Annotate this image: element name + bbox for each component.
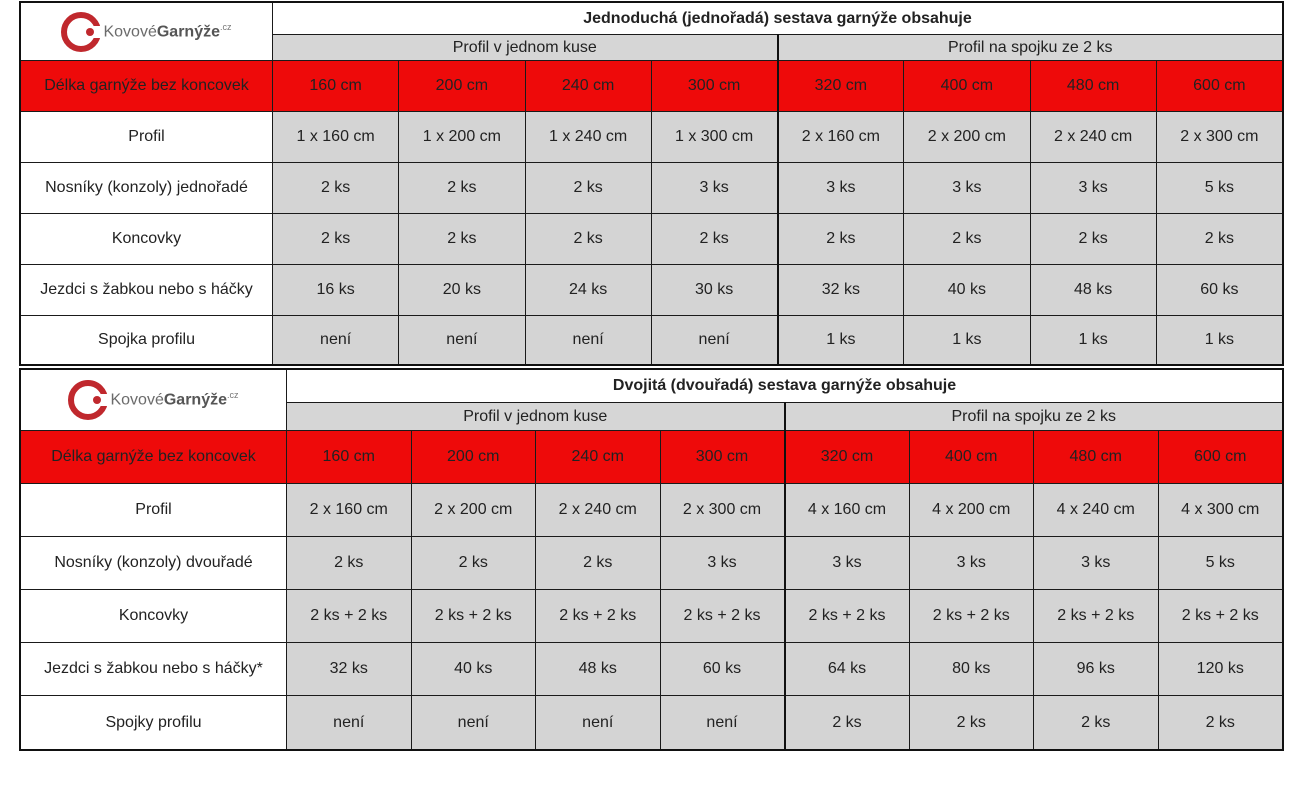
table-cell: 40 ks xyxy=(411,643,536,696)
table-cell: 2 ks xyxy=(411,537,536,590)
row-label: Profil xyxy=(21,484,287,537)
table-cell: 32 ks xyxy=(287,643,412,696)
table-cell: 4 x 200 cm xyxy=(909,484,1034,537)
single-set-table xyxy=(20,2,1283,365)
table-cell: 2 ks xyxy=(785,696,910,750)
length-header: 320 cm xyxy=(778,61,904,112)
length-header: 240 cm xyxy=(536,431,661,484)
table-cell: 5 ks xyxy=(1156,163,1282,214)
table-cell: 40 ks xyxy=(904,265,1030,316)
table-cell: 1 ks xyxy=(778,316,904,365)
row-label: Nosníky (konzoly) dvouřadé xyxy=(21,537,287,590)
table-cell: 2 ks xyxy=(399,214,525,265)
table-cell: 2 ks xyxy=(909,696,1034,750)
table-cell: 3 ks xyxy=(1030,163,1156,214)
group-right-header: Profil na spojku ze 2 ks xyxy=(778,35,1283,61)
table-cell: není xyxy=(525,316,651,365)
table-cell: 2 ks xyxy=(651,214,777,265)
table-cell: 120 ks xyxy=(1158,643,1283,696)
table-cell: 1 x 300 cm xyxy=(651,112,777,163)
double-set-table xyxy=(20,369,1283,750)
logo-name-light: Kovové xyxy=(110,391,164,409)
row-label: Nosníky (konzoly) jednořadé xyxy=(21,163,273,214)
row-label: Jezdci s žabkou nebo s háčky xyxy=(21,265,273,316)
logo-name-bold: Garnýže xyxy=(156,23,220,41)
table-cell: 2 ks + 2 ks xyxy=(785,590,910,643)
length-header: 160 cm xyxy=(273,61,399,112)
logo-suffix: .cz xyxy=(227,390,239,401)
table-cell: 48 ks xyxy=(1030,265,1156,316)
table-cell: 2 ks + 2 ks xyxy=(287,590,412,643)
table-cell: 2 ks xyxy=(273,163,399,214)
table-row xyxy=(21,537,1283,590)
logo-name-light: Kovové xyxy=(103,23,157,41)
table-cell: není xyxy=(411,696,536,750)
table-cell: 3 ks xyxy=(660,537,785,590)
table-row xyxy=(21,265,1283,316)
double-set-table-block xyxy=(20,369,1283,750)
length-header: 480 cm xyxy=(1034,431,1159,484)
table-cell: 32 ks xyxy=(778,265,904,316)
table-cell: 96 ks xyxy=(1034,643,1159,696)
table-cell: 1 ks xyxy=(1156,316,1282,365)
table-cell: 3 ks xyxy=(909,537,1034,590)
table-cell: 2 ks xyxy=(399,163,525,214)
table-row xyxy=(21,696,1283,750)
table-title: Jednoduchá (jednořadá) sestava garnýže obsahuje xyxy=(273,3,1283,35)
row-label: Koncovky xyxy=(21,590,287,643)
table-cell: 1 x 240 cm xyxy=(525,112,651,163)
table-cell: 2 ks + 2 ks xyxy=(536,590,661,643)
length-header-label: Délka garnýže bez koncovek xyxy=(21,61,273,112)
table-cell: 4 x 160 cm xyxy=(785,484,910,537)
table-cell: 80 ks xyxy=(909,643,1034,696)
length-header-label: Délka garnýže bez koncovek xyxy=(21,431,287,484)
group-left-header: Profil v jednom kuse xyxy=(287,403,785,431)
table-row xyxy=(21,643,1283,696)
table-cell: 20 ks xyxy=(399,265,525,316)
table-row xyxy=(21,214,1283,265)
table-cell: 2 ks xyxy=(525,214,651,265)
table-row xyxy=(21,316,1283,365)
row-label: Spojky profilu xyxy=(21,696,287,750)
length-header: 160 cm xyxy=(287,431,412,484)
table-cell: 2 ks + 2 ks xyxy=(909,590,1034,643)
table-cell: není xyxy=(273,316,399,365)
length-header: 600 cm xyxy=(1156,61,1282,112)
table-cell: 1 ks xyxy=(1030,316,1156,365)
length-header: 300 cm xyxy=(651,61,777,112)
table-cell: 2 ks xyxy=(778,214,904,265)
table-cell: 2 ks + 2 ks xyxy=(1034,590,1159,643)
table-cell: 2 x 160 cm xyxy=(778,112,904,163)
table-cell: není xyxy=(399,316,525,365)
table-cell: 2 ks + 2 ks xyxy=(411,590,536,643)
row-label: Spojka profilu xyxy=(21,316,273,365)
group-right-header: Profil na spojku ze 2 ks xyxy=(785,403,1283,431)
table-cell: není xyxy=(287,696,412,750)
table-cell: 2 ks xyxy=(273,214,399,265)
single-set-table-block xyxy=(20,2,1283,365)
table-cell: není xyxy=(651,316,777,365)
table-row xyxy=(21,484,1283,537)
table-cell: 64 ks xyxy=(785,643,910,696)
row-label: Profil xyxy=(21,112,273,163)
table-cell: není xyxy=(536,696,661,750)
table-cell: 2 ks xyxy=(287,537,412,590)
table-cell: 3 ks xyxy=(778,163,904,214)
length-header: 240 cm xyxy=(525,61,651,112)
table-cell: 3 ks xyxy=(1034,537,1159,590)
group-left-header: Profil v jednom kuse xyxy=(273,35,778,61)
table-cell: 4 x 300 cm xyxy=(1158,484,1283,537)
table-title: Dvojitá (dvouřadá) sestava garnýže obsahuje xyxy=(287,370,1283,403)
table-cell: 60 ks xyxy=(660,643,785,696)
table-cell: není xyxy=(660,696,785,750)
length-header: 300 cm xyxy=(660,431,785,484)
logo xyxy=(21,370,287,431)
table-cell: 2 ks + 2 ks xyxy=(660,590,785,643)
row-label: Koncovky xyxy=(21,214,273,265)
table-cell: 1 x 160 cm xyxy=(273,112,399,163)
table-cell: 24 ks xyxy=(525,265,651,316)
table-cell: 2 x 240 cm xyxy=(1030,112,1156,163)
row-label: Jezdci s žabkou nebo s háčky* xyxy=(21,643,287,696)
length-header: 480 cm xyxy=(1030,61,1156,112)
table-cell: 2 ks xyxy=(1158,696,1283,750)
table-cell: 2 ks + 2 ks xyxy=(1158,590,1283,643)
table-cell: 2 x 300 cm xyxy=(1156,112,1282,163)
table-cell: 3 ks xyxy=(785,537,910,590)
table-cell: 2 ks xyxy=(536,537,661,590)
table-cell: 3 ks xyxy=(904,163,1030,214)
table-cell: 2 x 200 cm xyxy=(411,484,536,537)
table-cell: 2 ks xyxy=(1156,214,1282,265)
table-cell: 2 ks xyxy=(1030,214,1156,265)
table-row xyxy=(21,163,1283,214)
table-row xyxy=(21,112,1283,163)
table-row xyxy=(21,590,1283,643)
length-header: 320 cm xyxy=(785,431,910,484)
length-header: 600 cm xyxy=(1158,431,1283,484)
table-cell: 2 x 200 cm xyxy=(904,112,1030,163)
logo-suffix: .cz xyxy=(220,21,232,32)
length-header: 200 cm xyxy=(411,431,536,484)
table-cell: 30 ks xyxy=(651,265,777,316)
table-cell: 2 x 240 cm xyxy=(536,484,661,537)
table-cell: 2 x 160 cm xyxy=(287,484,412,537)
table-cell: 2 ks xyxy=(525,163,651,214)
table-cell: 5 ks xyxy=(1158,537,1283,590)
table-cell: 48 ks xyxy=(536,643,661,696)
logo-mark-icon xyxy=(68,380,108,420)
table-cell: 4 x 240 cm xyxy=(1034,484,1159,537)
length-header: 400 cm xyxy=(904,61,1030,112)
table-cell: 1 ks xyxy=(904,316,1030,365)
logo-mark-icon xyxy=(61,12,101,52)
table-cell: 60 ks xyxy=(1156,265,1282,316)
table-cell: 1 x 200 cm xyxy=(399,112,525,163)
table-cell: 2 ks xyxy=(904,214,1030,265)
length-header: 200 cm xyxy=(399,61,525,112)
table-cell: 2 x 300 cm xyxy=(660,484,785,537)
length-header: 400 cm xyxy=(909,431,1034,484)
table-cell: 3 ks xyxy=(651,163,777,214)
logo-name-bold: Garnýže xyxy=(163,391,227,409)
table-cell: 16 ks xyxy=(273,265,399,316)
logo xyxy=(21,3,273,61)
table-cell: 2 ks xyxy=(1034,696,1159,750)
